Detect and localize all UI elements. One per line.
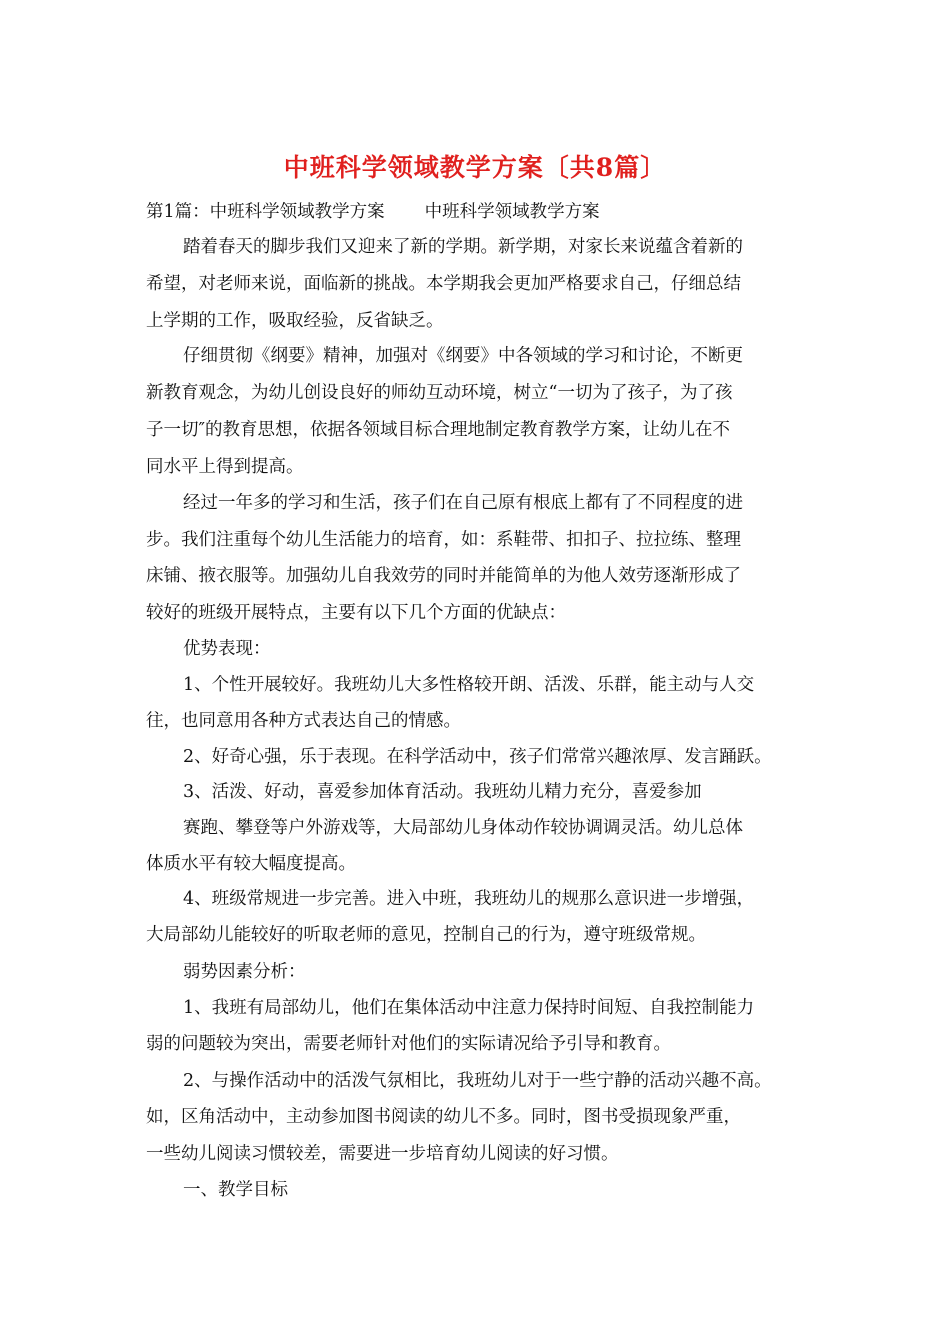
paragraph-line: 4、班级常规进一步完善。进入中班，我班幼儿的规那么意识进一步增强， xyxy=(183,889,755,909)
paragraph-line: 上学期的工作，吸取经验，反省缺乏。 xyxy=(146,311,444,331)
paragraph-line: 踏着春天的脚步我们又迎来了新的学期。新学期，对家长来说蕴含着新的 xyxy=(183,237,743,257)
paragraph-line: 体质水平有较大幅度提高。 xyxy=(146,854,356,874)
subheading-part-2: 中班科学领域教学方案 xyxy=(424,202,600,222)
paragraph-line: 2、与操作活动中的活泼气氛相比，我班幼儿对于一些宁静的活动兴趣不高。 xyxy=(183,1071,772,1091)
paragraph-line: 较好的班级开展特点，主要有以下几个方面的优缺点： xyxy=(146,603,566,623)
paragraph-line: 赛跑、攀登等户外游戏等，大局部幼儿身体动作较协调调灵活。幼儿总体 xyxy=(183,818,743,838)
document-title: 中班科学领域教学方案〔共8篇〕 xyxy=(283,153,667,182)
paragraph-line: 仔细贯彻《纲要》精神，加强对《纲要》中各领域的学习和讨论，不断更 xyxy=(183,346,743,366)
paragraph-line: 如，区角活动中，主动参加图书阅读的幼儿不多。同时，图书受损现象严重， xyxy=(146,1107,741,1127)
paragraph-line: 步。我们注重每个幼儿生活能力的培育，如：系鞋带、扣扣子、拉拉练、整理 xyxy=(146,530,741,550)
section-heading: 弱势因素分析： xyxy=(183,962,306,982)
section-heading: 优势表现： xyxy=(183,639,271,659)
paragraph-line: 经过一年多的学习和生活，孩子们在自己原有根底上都有了不同程度的进 xyxy=(183,493,743,513)
paragraph-line: 弱的问题较为突出，需要老师针对他们的实际请况给予引导和教育。 xyxy=(146,1034,671,1054)
subheading-part-1: 第1篇：中班科学领域教学方案 xyxy=(146,202,385,222)
paragraph-line: 同水平上得到提高。 xyxy=(146,457,304,477)
paragraph-line: 3、活泼、好动，喜爱参加体育活动。我班幼儿精力充分，喜爱参加 xyxy=(183,782,702,802)
paragraph-line: 希望，对老师来说，面临新的挑战。本学期我会更加严格要求自己，仔细总结 xyxy=(146,274,741,294)
paragraph-line: 新教育观念，为幼儿创设良好的师幼互动环境，树立“一切为了孩子，为了孩 xyxy=(146,383,733,403)
paragraph-line: 1、我班有局部幼儿，他们在集体活动中注意力保持时间短、自我控制能力 xyxy=(183,998,755,1018)
paragraph-line: 大局部幼儿能较好的听取老师的意见，控制自己的行为，遵守班级常规。 xyxy=(146,925,706,945)
subheading-line xyxy=(146,199,600,225)
section-heading: 一、教学目标 xyxy=(183,1180,288,1200)
paragraph-line: 一些幼儿阅读习惯较差，需要进一步培育幼儿阅读的好习惯。 xyxy=(146,1144,619,1164)
paragraph-line: 往，也同意用各种方式表达自己的情感。 xyxy=(146,711,461,731)
paragraph-line: 1、个性开展较好。我班幼儿大多性格较开朗、活泼、乐群，能主动与人交 xyxy=(183,675,755,695)
paragraph-line: 2、好奇心强，乐于表现。在科学活动中，孩子们常常兴趣浓厚、发言踊跃。 xyxy=(183,747,772,767)
paragraph-line: 子一切″的教育思想，依据各领域目标合理地制定教育教学方案，让幼儿在不 xyxy=(146,420,731,440)
paragraph-line: 床铺、掖衣服等。加强幼儿自我效劳的同时并能简单的为他人效劳逐渐形成了 xyxy=(146,566,741,586)
